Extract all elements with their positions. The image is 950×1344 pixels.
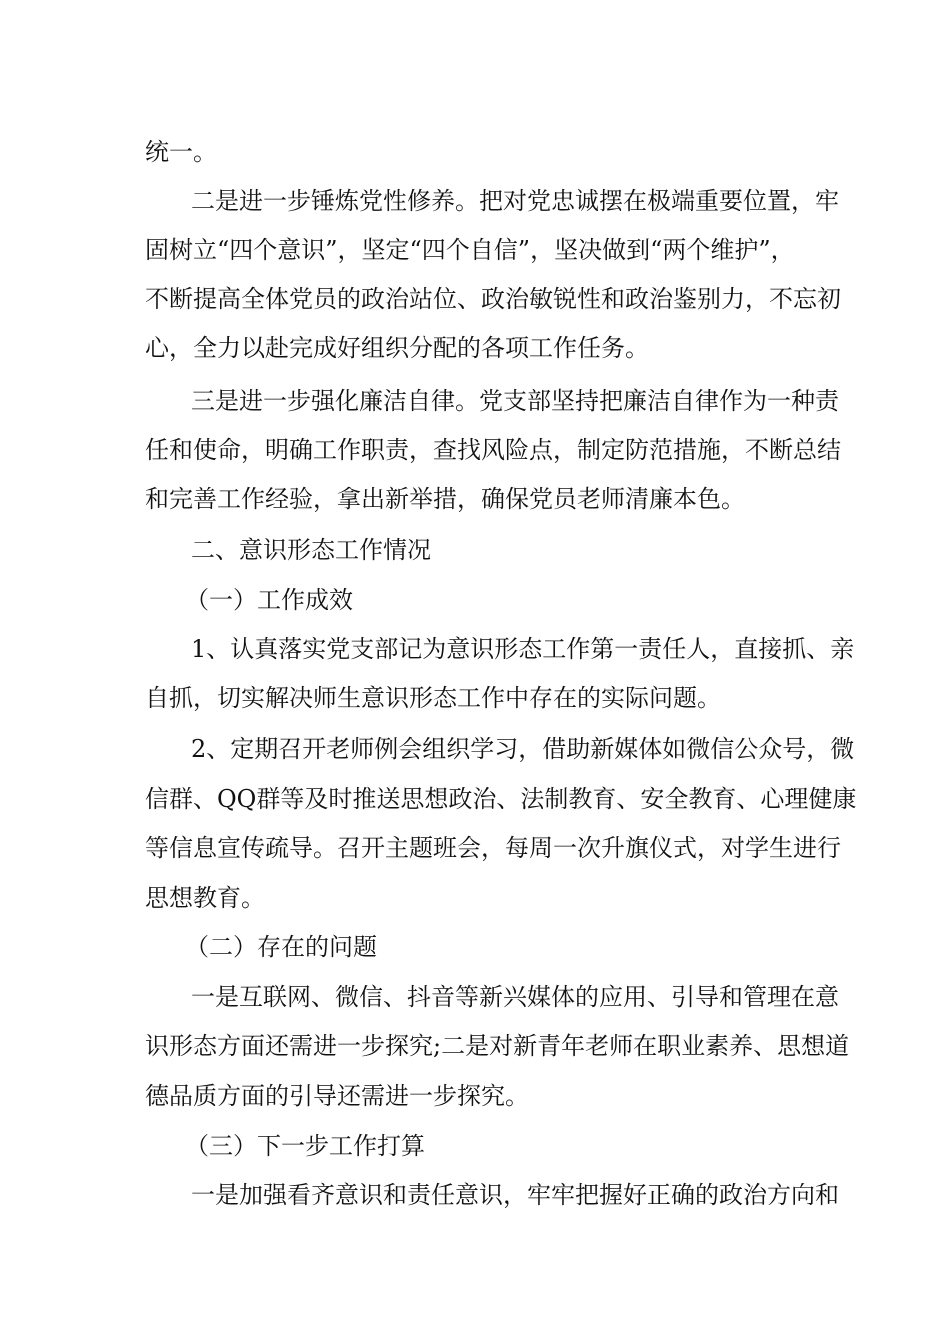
text-line	[0, 279, 950, 319]
text-line	[0, 328, 950, 368]
heading-text: （二）存在的问题	[185, 933, 377, 961]
heading-text: （一）工作成效	[185, 586, 353, 614]
paragraph-first-line	[0, 977, 950, 1017]
text-line	[0, 430, 950, 470]
heading-text: （三）下一步工作打算	[185, 1132, 425, 1160]
text-line	[0, 779, 950, 819]
subsection-heading	[0, 927, 950, 967]
line-text: 2、定期召开老师例会组织学习，借助新媒体如微信公众号，微	[191, 735, 855, 763]
text-line	[0, 1026, 950, 1066]
line-text: 识形态方面还需进一步探究;二是对新青年老师在职业素养、思想道	[145, 1032, 850, 1060]
paragraph-first-line	[0, 629, 950, 669]
line-text: 等信息宣传疏导。召开主题班会，每周一次升旗仪式，对学生进行	[145, 834, 841, 862]
line-text: 自抓，切实解决师生意识形态工作中存在的实际问题。	[145, 684, 721, 712]
section-heading	[0, 530, 950, 570]
line-text: 和完善工作经验，拿出新举措，确保党员老师清廉本色。	[145, 485, 745, 513]
line-text: 统一。	[145, 138, 217, 166]
text-line	[0, 878, 950, 918]
paragraph-first-line	[0, 1175, 950, 1215]
heading-text: 二、意识形态工作情况	[191, 536, 431, 564]
text-line	[0, 828, 950, 868]
line-text: 一是互联网、微信、抖音等新兴媒体的应用、引导和管理在意	[191, 983, 839, 1011]
line-text: 固树立“四个意识”，坚定“四个自信”，坚决做到“两个维护”，	[145, 236, 795, 264]
text-line	[0, 678, 950, 718]
line-text: 一是加强看齐意识和责任意识，牢牢把握好正确的政治方向和	[191, 1181, 839, 1209]
paragraph-first-line	[0, 729, 950, 769]
line-text: 心，全力以赴完成好组织分配的各项工作任务。	[145, 334, 649, 362]
line-text: 信群、QQ群等及时推送思想政治、法制教育、安全教育、心理健康	[145, 785, 857, 813]
subsection-heading	[0, 580, 950, 620]
line-text: 二是进一步锤炼党性修养。把对党忠诚摆在极端重要位置，牢	[191, 187, 839, 215]
line-text: 三是进一步强化廉洁自律。党支部坚持把廉洁自律作为一种责	[191, 387, 839, 415]
line-text: 不断提高全体党员的政治站位、政治敏锐性和政治鉴别力，不忘初	[145, 285, 841, 313]
paragraph-first-line	[0, 181, 950, 221]
text-line	[0, 479, 950, 519]
line-text: 德品质方面的引导还需进一步探究。	[145, 1082, 529, 1110]
subsection-heading	[0, 1126, 950, 1166]
text-line	[0, 230, 950, 270]
paragraph-first-line	[0, 381, 950, 421]
text-line	[0, 1076, 950, 1116]
line-text: 思想教育。	[145, 884, 265, 912]
line-text: 1、认真落实党支部记为意识形态工作第一责任人，直接抓、亲	[191, 635, 855, 663]
text-line	[0, 132, 950, 172]
line-text: 任和使命，明确工作职责，查找风险点，制定防范措施，不断总结	[145, 436, 841, 464]
